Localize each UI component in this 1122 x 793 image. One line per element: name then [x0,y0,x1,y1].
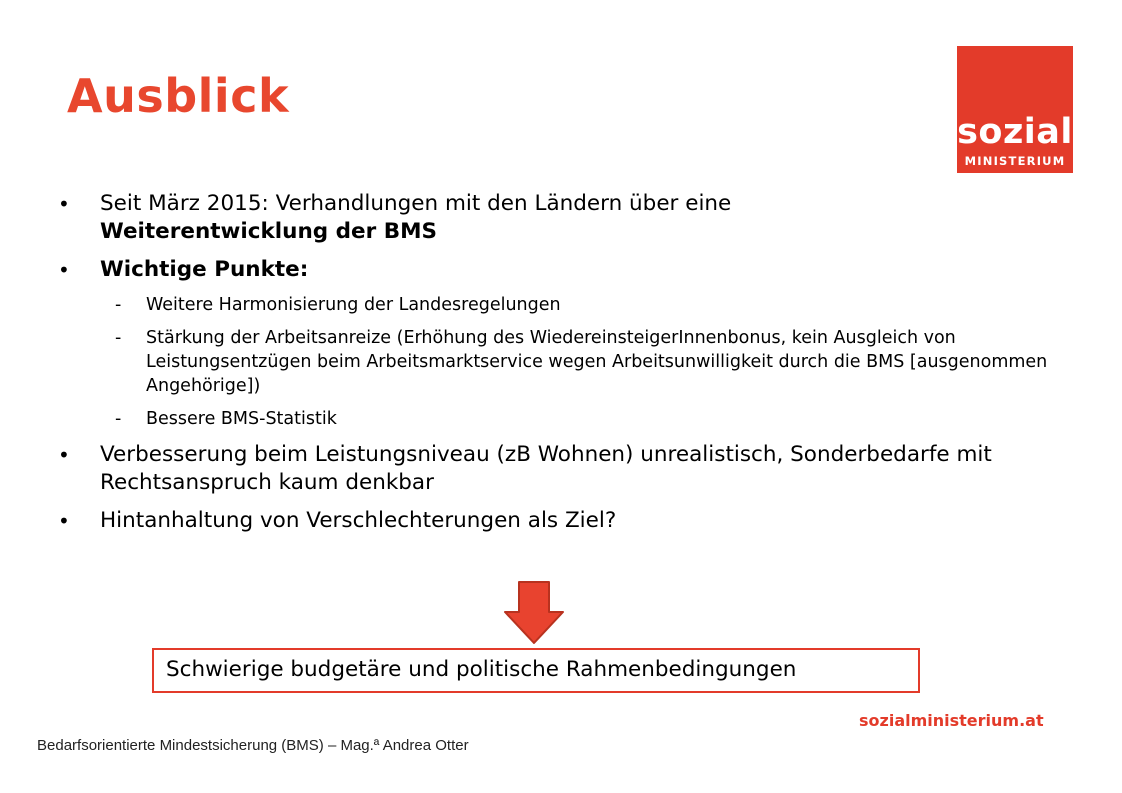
bullet-list [58,190,1088,545]
bullet-text: Seit März 2015: Verhandlungen mit den Ländern über eine [100,191,732,216]
sub-item-text: Stärkung der Arbeitsanreize (Erhöhung des WiedereinsteigerInnenbonus, kein Ausgleich von Leistungsentzügen beim Arbeitsmarktservice wegen Arbeitsunwilligkeit durch die BMS [ausgenommen Angehörige]) [146,328,1048,396]
bullet-text: Verbesserung beim Leistungsniveau (zB Wohnen) unrealistisch, Sonderbedarfe mit Rechtsanspruch kaum denkbar [100,442,992,495]
sub-list [100,293,1088,431]
logo-wordmark: sozial [957,112,1073,152]
bullet-marker: • [58,192,70,216]
dash-marker: - [115,328,122,348]
sub-item-text: Bessere BMS-Statistik [146,409,337,429]
bullet-marker: • [58,258,70,282]
footer-text: Bedarfsorientierte Mindestsicherung (BMS) – Mag.ª Andrea Otter [37,737,469,754]
bullet-marker: • [58,443,70,467]
sozialministerium-logo [957,46,1073,173]
bullet-item [58,441,1088,497]
down-arrow-icon [503,580,565,646]
bullet-item [58,507,1088,535]
bullet-text: Hintanhaltung von Verschlechterungen als Ziel? [100,508,617,533]
sub-item [100,326,1088,398]
slide-title: Ausblick [67,69,290,123]
conclusion-box: Schwierige budgetäre und politische Rahmenbedingungen [152,648,920,693]
bullet-item [58,190,1088,246]
dash-marker: - [115,409,122,429]
sub-item-text: Weitere Harmonisierung der Landesregelungen [146,295,561,315]
bullet-heading: Wichtige Punkte: [100,257,309,282]
logo-subtitle: MINISTERIUM [964,154,1066,168]
sub-item [100,293,1088,317]
sub-item [100,407,1088,431]
dash-marker: - [115,295,122,315]
bullet-marker: • [58,509,70,533]
bullet-item [58,256,1088,431]
bullet-text-bold: Weiterentwicklung der BMS [100,219,437,244]
website-label: sozialministerium.at [859,711,1044,730]
